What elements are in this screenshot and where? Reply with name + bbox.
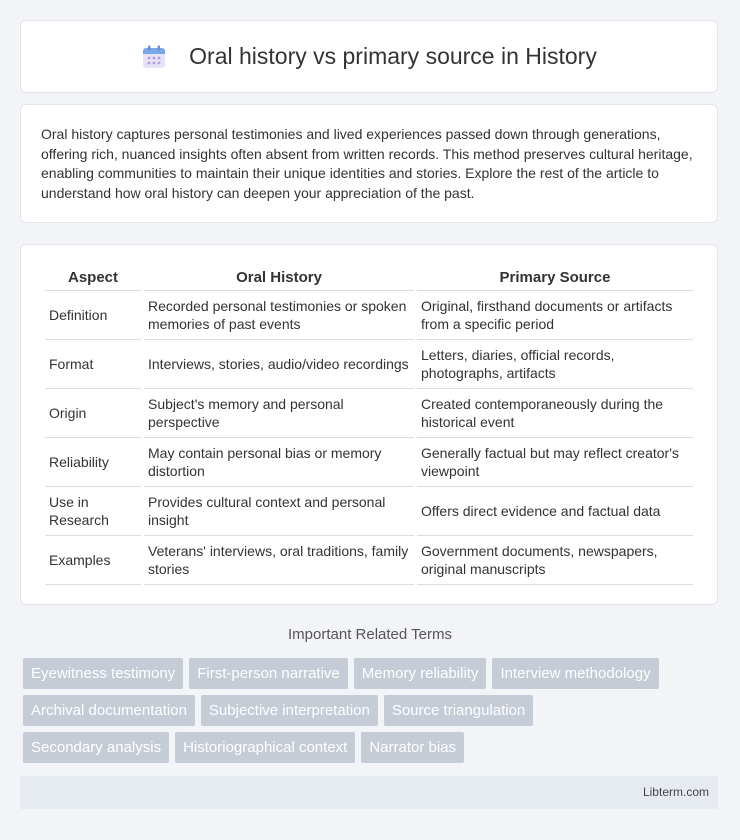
related-terms-tags <box>23 658 723 769</box>
table-cell-oral-history: Interviews, stories, audio/video recordings <box>144 340 414 389</box>
table-cell-primary-source: Generally factual but may reflect creator's viewpoint <box>417 438 693 487</box>
tag-eyewitness-testimony[interactable]: Eyewitness testimony <box>23 658 183 689</box>
table-cell-primary-source: Offers direct evidence and factual data <box>417 487 693 536</box>
table-cell-aspect: Examples <box>45 536 141 585</box>
table-row <box>45 291 693 340</box>
column-header-aspect: Aspect <box>45 264 141 291</box>
table-cell-oral-history: Recorded personal testimonies or spoken memories of past events <box>144 291 414 340</box>
table-cell-oral-history: Provides cultural context and personal insight <box>144 487 414 536</box>
intro-card <box>20 104 718 223</box>
tag-subjective-interpretation[interactable]: Subjective interpretation <box>201 695 378 726</box>
table-row <box>45 438 693 487</box>
comparison-table-card <box>20 244 718 605</box>
table-cell-aspect: Use in Research <box>45 487 141 536</box>
footer <box>20 776 718 809</box>
table-row <box>45 536 693 585</box>
header-card <box>20 20 718 93</box>
table-row <box>45 487 693 536</box>
table-cell-primary-source: Government documents, newspapers, original manuscripts <box>417 536 693 585</box>
tag-memory-reliability[interactable]: Memory reliability <box>354 658 487 689</box>
tag-archival-documentation[interactable]: Archival documentation <box>23 695 195 726</box>
table-row <box>45 389 693 438</box>
comparison-table <box>42 264 696 585</box>
intro-text: Oral history captures personal testimonies and lived experiences passed down through generations, offering rich, nuanced insights often absent from written records. This method preserves cultural heritage, enabling communities to maintain their unique identities and stories. Explore the rest of the article to understand how oral history can deepen your appreciation of the past. <box>41 126 693 201</box>
table-cell-aspect: Reliability <box>45 438 141 487</box>
page-title: Oral history vs primary source in History <box>189 43 597 69</box>
column-header-oral-history: Oral History <box>144 264 414 291</box>
table-cell-aspect: Definition <box>45 291 141 340</box>
table-cell-oral-history: May contain personal bias or memory distortion <box>144 438 414 487</box>
tag-row <box>23 732 723 763</box>
table-header-row <box>45 264 693 291</box>
tag-first-person-narrative[interactable]: First-person narrative <box>189 658 348 689</box>
column-header-primary-source: Primary Source <box>417 264 693 291</box>
table-row <box>45 340 693 389</box>
tag-interview-methodology[interactable]: Interview methodology <box>492 658 658 689</box>
table-cell-aspect: Format <box>45 340 141 389</box>
related-terms-title: Important Related Terms <box>288 626 452 643</box>
table-cell-primary-source: Original, firsthand documents or artifacts from a specific period <box>417 291 693 340</box>
table-cell-aspect: Origin <box>45 389 141 438</box>
tag-narrator-bias[interactable]: Narrator bias <box>361 732 464 763</box>
tag-row <box>23 658 723 689</box>
tag-row <box>23 695 723 726</box>
tag-historiographical-context[interactable]: Historiographical context <box>175 732 355 763</box>
table-cell-oral-history: Subject's memory and personal perspective <box>144 389 414 438</box>
footer-site-link[interactable]: Libterm.com <box>642 785 709 799</box>
calendar-icon <box>141 44 167 70</box>
table-cell-primary-source: Letters, diaries, official records, photographs, artifacts <box>417 340 693 389</box>
tag-secondary-analysis[interactable]: Secondary analysis <box>23 732 169 763</box>
table-cell-oral-history: Veterans' interviews, oral traditions, family stories <box>144 536 414 585</box>
tag-source-triangulation[interactable]: Source triangulation <box>384 695 533 726</box>
table-cell-primary-source: Created contemporaneously during the historical event <box>417 389 693 438</box>
